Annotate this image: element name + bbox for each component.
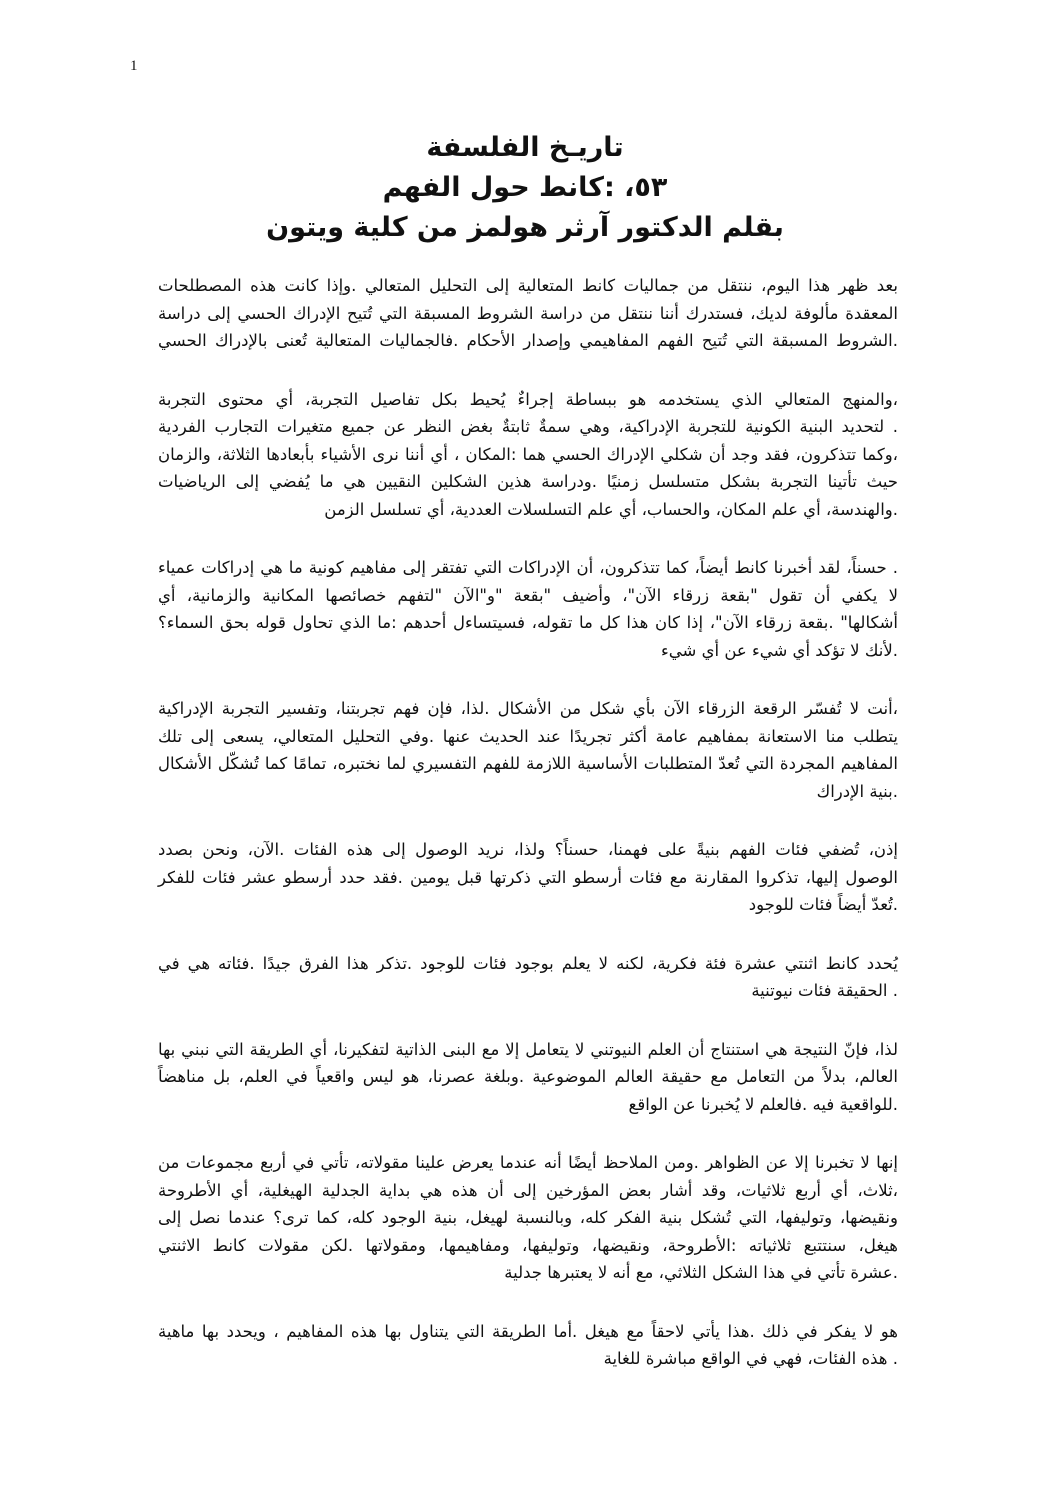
text-line: .عشرة تأتي في هذا الشكل الثلاثي، مع أنه لا يعتبرها جدلية: [504, 1263, 898, 1282]
text-line: الوصول إليها، تذكروا المقارنة مع فئات أرسطو التي ذكرتها قبل يومين .فقد حدد أرسطو عشر فئات للفكر: [158, 867, 898, 887]
title-lecture: ٥٣، :كانط حول الفهم: [382, 172, 668, 203]
text-line: العالم، بدلاً من التعامل مع حقيقة العالم الموضوعية .وبلغة عصرنا، هو ليس واقعياً في العلم، بل مناهضاً: [158, 1067, 898, 1086]
text-line: أشكالها" .بقعة زرقاء الآن"، إذا كان هذا كل ما تقوله، فسيتساءل أحدهم :ما الذي تحاول قوله بحق السماء؟: [158, 613, 898, 632]
paragraph: [158, 836, 898, 919]
text-line: ،والمنهج المتعالي الذي يستخدمه هو ببساطة إجراءٌ يُحيط بكل تفاصيل التجربة، أي محتوى التجربة: [158, 389, 898, 409]
text-line: ،ثلاث، أي أربع ثلاثيات، وقد أشار بعض المؤرخين إلى أن هذه هي بداية الجدلية الهيغلية، أي الأطروحة: [158, 1180, 898, 1200]
text-line: ،وكما تتذكرون، فقد وجد أن شكلي الإدراك الحسي هما :المكان ، أي أننا نرى الأشياء بأبعادها الثلاثة، والزمان: [158, 444, 898, 464]
text-line: .تُعدّ أيضاً فئات للوجود: [748, 895, 898, 914]
text-line: هو لا يفكر في ذلك .هذا يأتي لاحقاً مع هيغل .أما الطريقة التي يتناول بها هذه المفاهيم ، ويحدد بها ماهية: [158, 1321, 898, 1341]
text-line: ،أنت لا تُفسّر الرقعة الزرقاء الآن بأي شكل من الأشكال .لذا، فإن فهم تجربتنا، وتفسير التجربة الإدراكية: [158, 699, 898, 718]
text-line: لذا، فإنّ النتيجة هي استنتاج أن العلم النيوتني لا يتعامل إلا مع البنى الذاتية لتفكيرنا، أي الطريقة التي نبني بها: [158, 1039, 898, 1059]
text-line: إذن، تُضفي فئات الفهم بنيةً على فهمنا، حسناً؟ ولذا، نريد الوصول إلى هذه الفئات .الآن، ونحن بصدد: [158, 840, 898, 859]
text-line: .للواقعية فيه .فالعلم لا يُخبرنا عن الواقع: [628, 1094, 898, 1114]
paragraph: [158, 272, 898, 355]
text-line: . حسناً، لقد أخبرنا كانط أيضاً، كما تتذكرون، أن الإدراكات التي تفتقر إلى مفاهيم كونية ما هي إدراكات عمياء: [158, 558, 898, 577]
text-line: يُحدد كانط اثنتي عشرة فئة فكرية، لكنه لا يعلم بوجود فئات للوجود .تذكر هذا الفرق جيدًا .فئاته هي في: [158, 953, 898, 973]
text-line: . هذه الفئات، فهي في الواقع مباشرة للغاية: [603, 1349, 898, 1368]
text-line: المعقدة مألوفة لديك، فستدرك أننا ننتقل من دراسة الشروط المسبقة التي تُتيح الإدراك الحسي إلى دراسة: [158, 303, 898, 323]
text-line: لا يكفي أن تقول "بقعة زرقاء الآن"، وأضيف "بقعة "و"الآن "لتفهم خصائصها المكانية والزمانية، أي: [158, 585, 898, 605]
document-title: [150, 128, 900, 248]
text-line: بعد ظهر هذا اليوم، ننتقل من جماليات كانط المتعالية إلى التحليل المتعالي .وإذا كانت هذه المصطلحات: [158, 276, 898, 295]
paragraph: [158, 386, 898, 524]
text-line: يتطلب منا الاستعانة بمفاهيم عامة أكثر تجريدًا عند الحديث عنها .وفي التحليل المتعالي، يسعى إلى تلك: [158, 726, 898, 746]
document-body: [158, 272, 898, 1404]
page-number: 1: [130, 58, 138, 74]
paragraph: [158, 1149, 898, 1287]
paragraph: [158, 950, 898, 1005]
title-series: تاريـخ الفلسفة: [426, 132, 624, 163]
paragraph: [158, 1036, 898, 1119]
text-line: . الحقيقة فئات نيوتنية: [751, 981, 898, 1000]
text-line: .بنية الإدراك: [816, 781, 898, 801]
text-line: المفاهيم المجردة التي تُعدّ المتطلبات الأساسية اللازمة للفهم التفسيري لما نختبره، تمامًا كما تُشكّل الأشكال: [158, 754, 898, 773]
text-line: .الشروط المسبقة التي تُتيح الفهم المفاهيمي وإصدار الأحكام .فالجماليات المتعالية تُعنى بالإدراك الحسي: [158, 331, 898, 350]
title-author: بقلم الدكتور آرثر هولمز من كلية ويتون: [266, 212, 784, 243]
text-line: ونقيضها، وتوليفها، التي تُشكل بنية الفكر كله، وبالنسبة لهيغل، بنية الوجود كله، كما ترى؟ عندما نصل إلى: [158, 1208, 898, 1227]
paragraph: [158, 695, 898, 805]
text-line: .لأنك لا تؤكد أي شيء عن أي شيء: [661, 640, 898, 660]
text-line: إنها لا تخبرنا إلا عن الظواهر .ومن الملاحظ أيضًا أنه عندما يعرض علينا مقولاته، تأتي في أربع مجموعات من: [158, 1153, 898, 1172]
text-line: . لتحديد البنية الكونية للتجربة الإدراكية، وهي سمةٌ ثابتةٌ بغض النظر عن جميع متغيرات التجارب الفردية: [158, 417, 898, 436]
text-line: حيث تأتينا التجربة بشكل متسلسل زمنيًا .ودراسة هذين الشكلين النقيين هي ما يُفضي إلى الرياضيات: [158, 472, 898, 491]
paragraph: [158, 1318, 898, 1373]
paragraph: [158, 554, 898, 664]
text-line: هيغل، سنتتبع ثلاثياته :الأطروحة، ونقيضها، وتوليفها، ومفاهيمها، ومقولاتها .لكن مقولات كانط الاثنتي: [158, 1235, 898, 1255]
text-line: .والهندسة، أي علم المكان، والحساب، أي علم التسلسلات العددية، أي تسلسل الزمن: [324, 499, 898, 519]
